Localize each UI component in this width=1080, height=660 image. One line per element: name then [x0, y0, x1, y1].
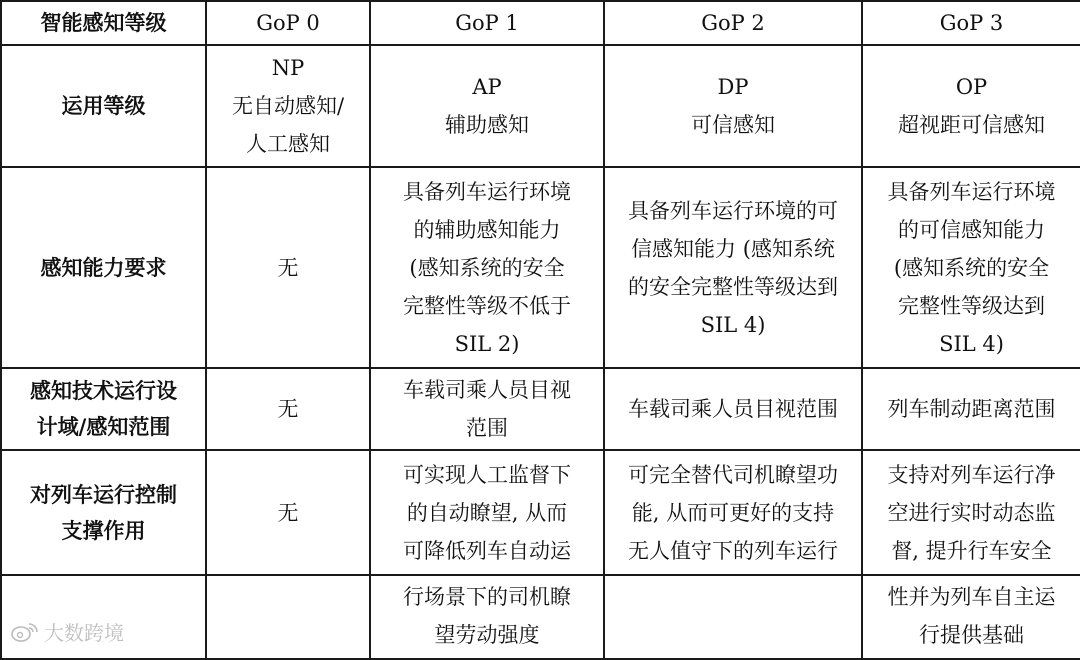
header-gop3: GoP 3 — [862, 1, 1080, 45]
cell-capability-gop2: 具备列车运行环境的可 信感知能力 (感知系统 的安全完整性等级达到 SIL 4) — [604, 167, 862, 368]
cell-support-gop1: 可实现人工监督下 的自动瞭望, 从而 可降低列车自动运 — [370, 450, 604, 575]
cell-odd-gop2: 车载司乘人员目视范围 — [604, 368, 862, 450]
header-gop0: GoP 0 — [206, 1, 370, 45]
watermark — [10, 617, 124, 646]
header-title: 智能感知等级 — [1, 1, 206, 45]
row-label-support: 对列车运行控制 支撑作用 — [1, 450, 206, 575]
cell-continuation-gop0 — [206, 575, 370, 659]
cell-continuation-gop1: 行场景下的司机瞭 望劳动强度 — [370, 575, 604, 659]
watermark-text: 大数跨境 — [44, 621, 124, 645]
cell-continuation-gop2 — [604, 575, 862, 659]
row-support — [1, 450, 1080, 575]
weibo-icon — [10, 621, 40, 643]
cell-continuation-gop3: 性并为列车自主运 行提供基础 — [862, 575, 1080, 659]
cell-support-gop3: 支持对列车运行净 空进行实时动态监 督, 提升行车安全 — [862, 450, 1080, 575]
cell-capability-gop1: 具备列车运行环境 的辅助感知能力 (感知系统的安全 完整性等级不低于 SIL 2) — [370, 167, 604, 368]
cell-support-gop0: 无 — [206, 450, 370, 575]
cell-application-gop1: AP 辅助感知 — [370, 45, 604, 167]
row-label-application: 运用等级 — [1, 45, 206, 167]
row-application — [1, 45, 1080, 167]
row-continuation — [1, 575, 1080, 659]
cell-odd-gop1: 车载司乘人员目视 范围 — [370, 368, 604, 450]
row-label-capability: 感知能力要求 — [1, 167, 206, 368]
row-odd — [1, 368, 1080, 450]
row-capability — [1, 167, 1080, 368]
cell-odd-gop3: 列车制动距离范围 — [862, 368, 1080, 450]
cell-application-gop0: NP 无自动感知/ 人工感知 — [206, 45, 370, 167]
cell-application-gop2: DP 可信感知 — [604, 45, 862, 167]
cell-odd-gop0: 无 — [206, 368, 370, 450]
header-gop2: GoP 2 — [604, 1, 862, 45]
cell-capability-gop3: 具备列车运行环境 的可信感知能力 (感知系统的安全 完整性等级达到 SIL 4) — [862, 167, 1080, 368]
header-gop1: GoP 1 — [370, 1, 604, 45]
cell-support-gop2: 可完全替代司机瞭望功 能, 从而可更好的支持 无人值守下的列车运行 — [604, 450, 862, 575]
cell-application-gop3: OP 超视距可信感知 — [862, 45, 1080, 167]
cell-capability-gop0: 无 — [206, 167, 370, 368]
row-label-odd: 感知技术运行设 计域/感知范围 — [1, 368, 206, 450]
header-row — [1, 1, 1080, 45]
